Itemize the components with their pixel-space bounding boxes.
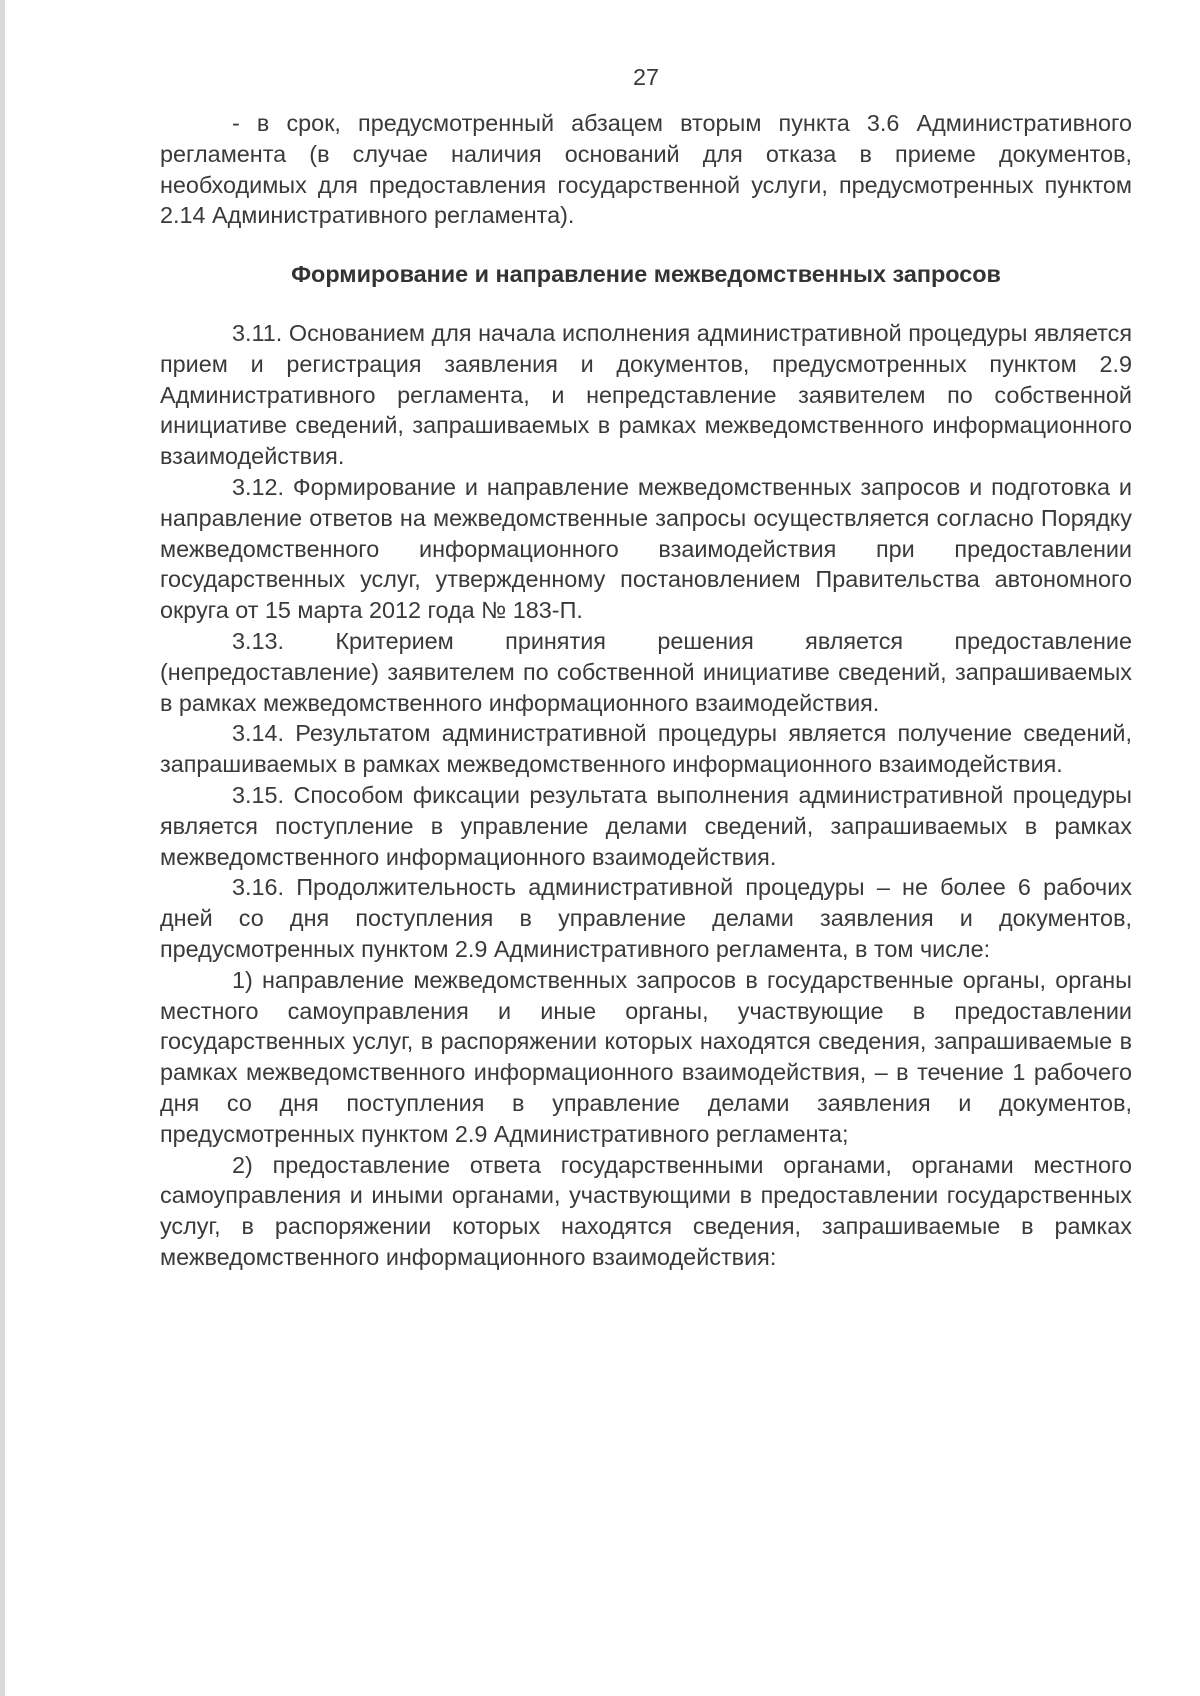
paragraph-3-15: 3.15. Способом фиксации результата выполнения административной процедуры является поступление в управление делами сведений, запрашиваемых в рамках межведомственного информационного взаимодействия. — [160, 781, 1132, 870]
page-content — [160, 62, 1132, 1273]
intro-paragraph: - в срок, предусмотренный абзацем вторым пункта 3.6 Административного регламента (в случае наличия оснований для отказа в приеме документов, необходимых для предоставления государственной услуги, предусмотренных пунктом 2.14 Административного регламента). — [160, 110, 1132, 229]
paragraph-3-14: 3.14. Результатом административной процедуры является получение сведений, запрашиваемых в рамках межведомственного информационного взаимодействия. — [160, 720, 1132, 778]
paragraph-3-13: 3.13. Критерием принятия решения является предоставление (непредоставление) заявителем по собственной инициативе сведений, запрашиваемых в рамках межведомственного информационного взаимодействия. — [160, 627, 1132, 716]
page-number: 27 — [632, 64, 660, 90]
paragraph-3-11: 3.11. Основанием для начала исполнения административной процедуры является прием и регистрация заявления и документов, предусмотренных пунктом 2.9 Административного регламента, и непредставление заявителем по собственной инициативе сведений, запрашиваемых в рамках межведомственного информационного взаимодействия. — [160, 319, 1132, 470]
section-heading: Формирование и направление межведомственных запросов — [291, 261, 1001, 288]
list-item-1: 1) направление межведомственных запросов в государственные органы, органы местного самоуправления и иные органы, участвующие в предоставлении государственных услуг, в распоряжении которых находятся сведения, запрашиваемые в рамках межведомственного информационного взаимодействия, – в течение 1 рабочего дня со дня поступления в управление делами заявления и документов, предусмотренных пунктом 2.9 Административного регламента; — [160, 966, 1132, 1147]
page-left-edge — [0, 0, 5, 1696]
paragraph-3-16: 3.16. Продолжительность административной процедуры – не более 6 рабочих дней со дня поступления в управление делами заявления и документов, предусмотренных пунктом 2.9 Административного регламента, в том числе: — [160, 874, 1132, 962]
paragraph-3-12: 3.12. Формирование и направление межведомственных запросов и подготовка и направление ответов на межведомственные запросы осуществляется согласно Порядку межведомственного информационного взаимодействия при предоставлении государственных услуг, утвержденному постановлением Правительства автономного округа от 15 марта 2012 года № 183-П. — [160, 473, 1132, 624]
list-item-2: 2) предоставление ответа государственными органами, органами местного самоуправления и иными органами, участвующими в предоставлении государственных услуг, в распоряжении которых находятся сведения, запрашиваемые в рамках межведомственного информационного взаимодействия: — [160, 1151, 1132, 1270]
